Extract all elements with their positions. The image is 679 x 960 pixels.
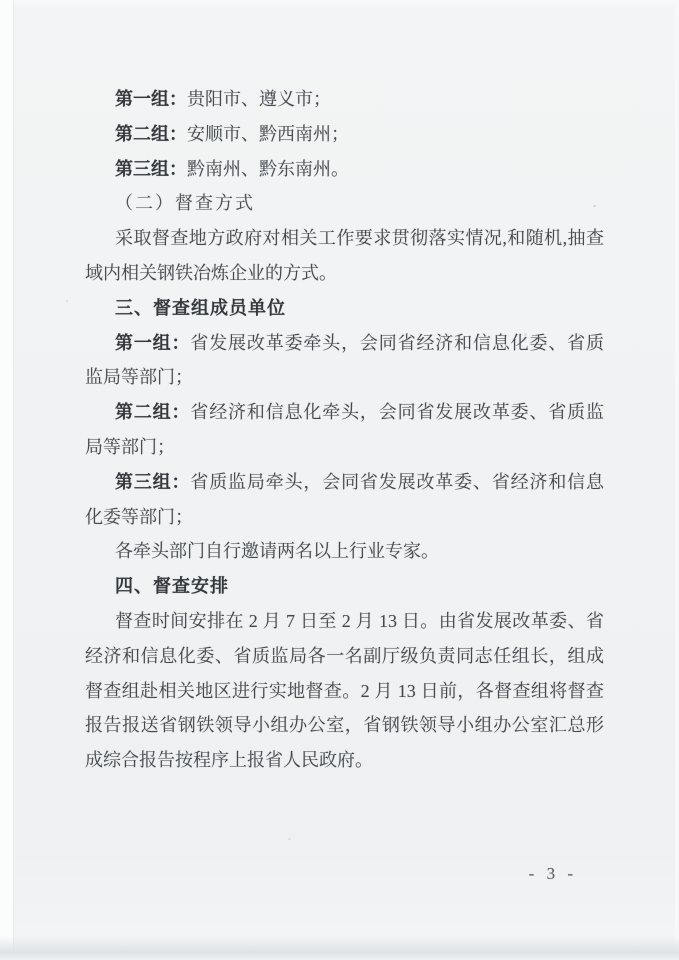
scan-top-edge	[0, 0, 679, 10]
members-group-2-line-2: 局等部门；	[85, 436, 175, 457]
group-2-regions: 安顺市、黔西南州；	[187, 123, 349, 144]
group-assignment-line-3	[85, 152, 604, 187]
members-group-3-line-2: 化委等部门；	[85, 506, 193, 527]
members-group-1-label: 第一组：	[115, 332, 191, 353]
members-group-1-line-2: 监局等部门；	[85, 367, 193, 388]
schedule-body-line-2: 经济和信息化委、省质监局各一名副厅级负责同志任组长，组成	[85, 645, 604, 666]
members-group-1-line-1	[85, 326, 604, 361]
group-1-label: 第一组：	[115, 89, 187, 109]
members-group-3-line-1	[85, 465, 604, 500]
scan-speckle	[288, 838, 291, 840]
section-members-heading: 三、督查组成员单位	[115, 297, 286, 318]
group-assignment-line-1	[85, 82, 604, 117]
scan-speckle	[524, 333, 527, 336]
group-3-regions: 黔南州、黔东南州。	[187, 158, 349, 179]
members-group-3-text: 省质监局牵头，会同省发展改革委、省经济和信息	[190, 471, 605, 492]
group-assignment-line-2	[85, 117, 604, 152]
scan-speckle	[593, 205, 596, 207]
schedule-body-line-5: 成综合报告按程序上报省人民政府。	[85, 750, 373, 771]
scan-right-edge	[675, 0, 679, 960]
members-group-2-line-1	[85, 395, 604, 430]
group-1-regions: 贵阳市、遵义市；	[187, 89, 331, 109]
schedule-body-line-3: 督查组赴相关地区进行实地督查。2 月 13 日前，各督查组将督查	[85, 680, 604, 701]
section-schedule-heading: 四、督查安排	[115, 576, 229, 597]
scan-bottom-edge	[0, 936, 679, 960]
members-experts-note: 各牵头部门自行邀请两名以上行业专家。	[115, 541, 439, 562]
scan-left-edge	[0, 0, 14, 960]
members-group-2-label: 第二组：	[115, 402, 191, 423]
members-group-3-label: 第三组：	[115, 471, 191, 492]
document-body	[85, 82, 604, 778]
group-3-label: 第三组：	[115, 158, 187, 179]
members-group-1-text: 省发展改革委牵头，会同省经济和信息化委、省质	[190, 332, 605, 353]
section-method-body-line-1: 采取督查地方政府对相关工作要求贯彻落实情况,和随机,抽查	[115, 228, 604, 249]
section-method-heading: （二）督查方式	[115, 193, 255, 214]
group-2-label: 第二组：	[115, 123, 187, 144]
schedule-body-line-4: 报告报送省钢铁领导小组办公室，省钢铁领导小组办公室汇总形	[85, 715, 604, 736]
members-group-2-text: 省经济和信息化牵头，会同省发展改革委、省质监	[190, 402, 605, 423]
scan-speckle	[66, 300, 68, 302]
section-method-body-line-2: 域内相关钢铁冶炼企业的方式。	[85, 262, 337, 283]
schedule-body-line-1: 督查时间安排在 2 月 7 日至 2 月 13 日。由省发展改革委、省	[115, 610, 604, 631]
page-number: - 3 -	[528, 864, 577, 883]
